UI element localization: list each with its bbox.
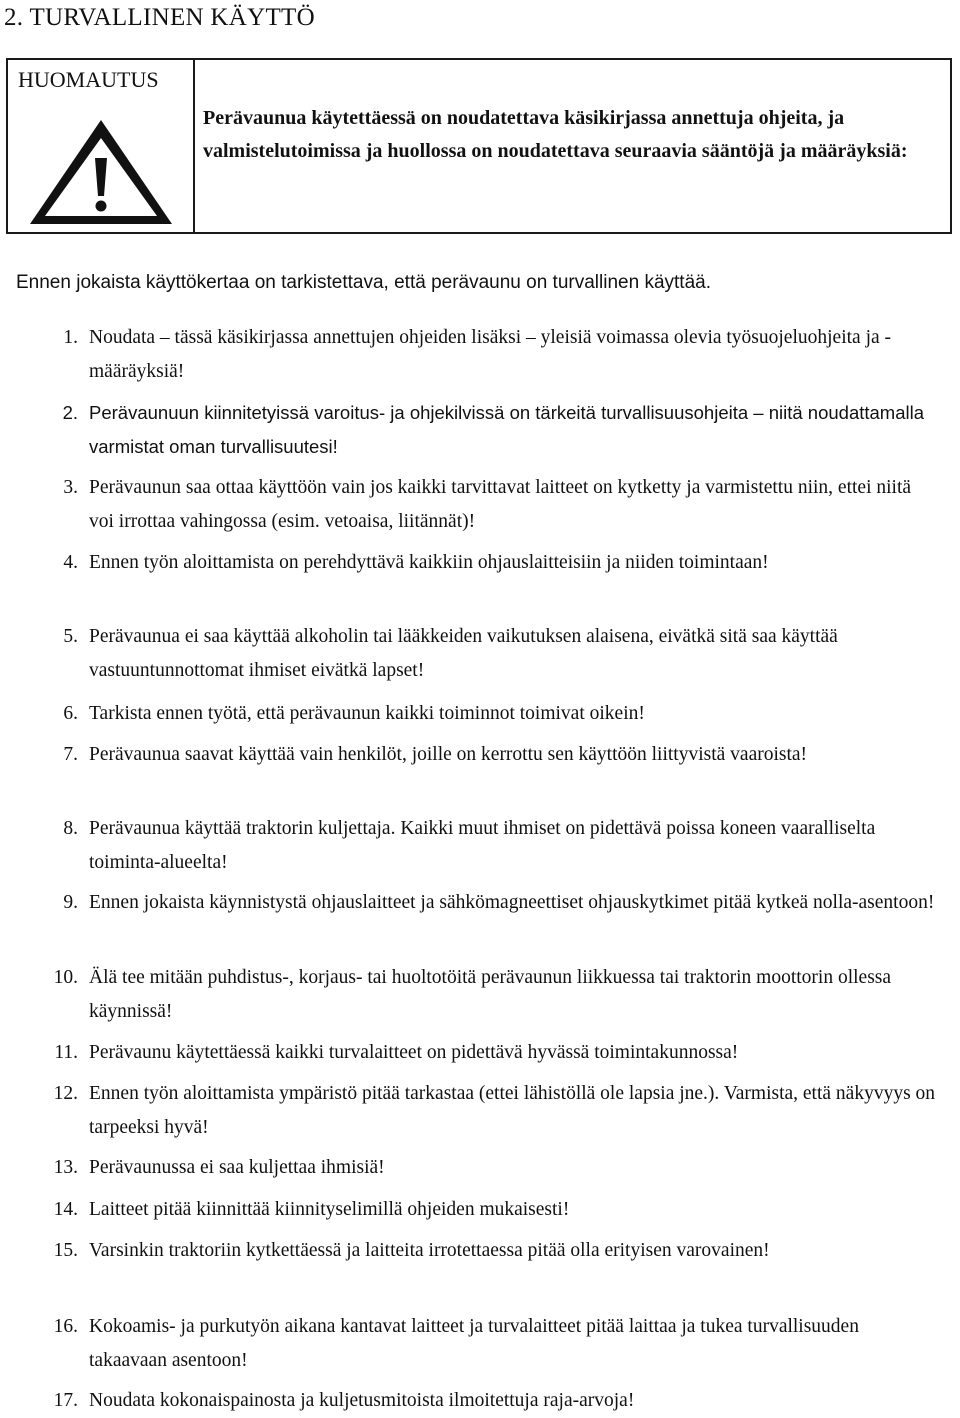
rule-number: 14. [53, 1199, 78, 1220]
rule-number: 10. [53, 967, 78, 988]
rule-item-14 [0, 1193, 960, 1227]
rule-item-4 [0, 546, 960, 580]
rule-text: Perävaunussa ei saa kuljettaa ihmisiä! [89, 1157, 385, 1178]
rule-text: Kokoamis- ja purkutyön aikana kantavat laitteet ja turvalaitteet pitää laittaa ja tukea turvallisuuden takaavaan asentoon! [89, 1316, 859, 1371]
rule-text: Ennen työn aloittamista ympäristö pitää tarkastaa (ettei lähistöllä ole lapsia jne.). Varmista, että näkyvyys on tarpeeksi hyvä! [89, 1083, 936, 1138]
rule-item-1 [0, 321, 960, 389]
rule-text: Perävaunua saavat käyttää vain henkilöt, joille on kerrottu sen käyttöön liittyvistä vaaroista! [89, 744, 808, 765]
intro-text: Ennen jokaista käyttökertaa on tarkistettava, että perävaunu on turvallinen käyttää. [16, 272, 711, 293]
rule-item-6 [0, 697, 960, 731]
rule-item-7 [0, 738, 960, 772]
rule-item-15 [0, 1234, 960, 1268]
notice-label: HUOMAUTUS [18, 67, 159, 92]
rule-text: Varsinkin traktoriin kytkettäessä ja laitteita irrotettaessa pitää olla erityisen varovainen! [89, 1240, 770, 1261]
rule-number: 17. [53, 1390, 78, 1411]
rule-number: 11. [54, 1042, 78, 1063]
rule-text: Ennen jokaista käynnistystä ohjauslaitteet ja sähkömagneettiset ohjauskytkimet pitää kytkeä nolla-asentoon! [89, 892, 935, 913]
rule-item-17 [0, 1384, 960, 1418]
rule-text: Perävaunua ei saa käyttää alkoholin tai lääkkeiden vaikutuksen alaisena, eivätkä sitä saa käyttää vastuuntunnottomat ihmiset eivätkä lapset! [89, 626, 838, 681]
rule-number: 9. [63, 892, 78, 913]
rule-text: Tarkista ennen työtä, että perävaunun kaikki toiminnot toimivat oikein! [89, 703, 645, 724]
rule-number: 5. [63, 626, 78, 647]
rule-item-5 [0, 620, 960, 688]
rule-text: Perävaunua käyttää traktorin kuljettaja. Kaikki muut ihmiset on pidettävä poissa koneen vaaralliselta toiminta-alueelta! [89, 818, 876, 873]
rule-number: 8. [63, 818, 78, 839]
rule-number: 2. [62, 402, 78, 423]
rule-text: Perävaunuun kiinnitetyissä varoitus- ja ohjekilvissä on tärkeitä turvallisuusohjeita – niitä noudattamalla varmistat oman turvallisuutesi! [89, 402, 925, 457]
rule-item-9 [0, 886, 960, 920]
rule-item-3 [0, 471, 960, 539]
rule-text: Laitteet pitää kiinnittää kiinnityselimillä ohjeiden mukaisesti! [89, 1199, 570, 1220]
rule-number: 1. [63, 327, 78, 348]
rule-item-11 [0, 1036, 960, 1070]
rule-number: 6. [63, 703, 78, 724]
rule-number: 7. [63, 744, 78, 765]
rule-number: 13. [53, 1157, 78, 1178]
rule-text: Noudata – tässä käsikirjassa annettujen ohjeiden lisäksi – yleisiä voimassa olevia työsuojeluohjeita ja -määräyksiä! [89, 327, 892, 382]
rule-text: Älä tee mitään puhdistus-, korjaus- tai huoltotöitä perävaunun liikkuessa tai traktorin moottorin ollessa käynnissä! [89, 967, 892, 1022]
rule-number: 12. [53, 1083, 78, 1104]
rule-number: 3. [63, 477, 78, 498]
rule-item-16 [0, 1310, 960, 1378]
rule-item-12 [0, 1077, 960, 1145]
rule-item-13 [0, 1151, 960, 1185]
notice-text: Perävaunua käytettäessä on noudatettava käsikirjassa annettuja ohjeita, ja valmistelutoimissa ja huollossa on noudatettava seuraavia sääntöjä ja määräyksiä: [203, 107, 908, 162]
rule-item-8 [0, 812, 960, 880]
rule-text: Ennen työn aloittamista on perehdyttävä kaikkiin ohjauslaitteisiin ja niiden toimintaan! [89, 552, 769, 573]
rule-text: Noudata kokonaispainosta ja kuljetusmitoista ilmoitettuja raja-arvoja! [89, 1390, 635, 1411]
rule-number: 4. [63, 552, 78, 573]
rule-number: 16. [53, 1316, 78, 1337]
page-title: 2. TURVALLINEN KÄYTTÖ [4, 4, 315, 31]
rule-item-10 [0, 961, 960, 1029]
rule-number: 15. [53, 1240, 78, 1261]
rule-text: Perävaunu käytettäessä kaikki turvalaitteet on pidettävä hyvässä toimintakunnossa! [89, 1042, 739, 1063]
rule-item-2 [0, 396, 960, 464]
rule-text: Perävaunun saa ottaa käyttöön vain jos kaikki tarvittavat laitteet on kytketty ja varmistettu niin, ettei niitä voi irrottaa vahingossa (esim. vetoaisa, liitännät)! [89, 477, 912, 532]
